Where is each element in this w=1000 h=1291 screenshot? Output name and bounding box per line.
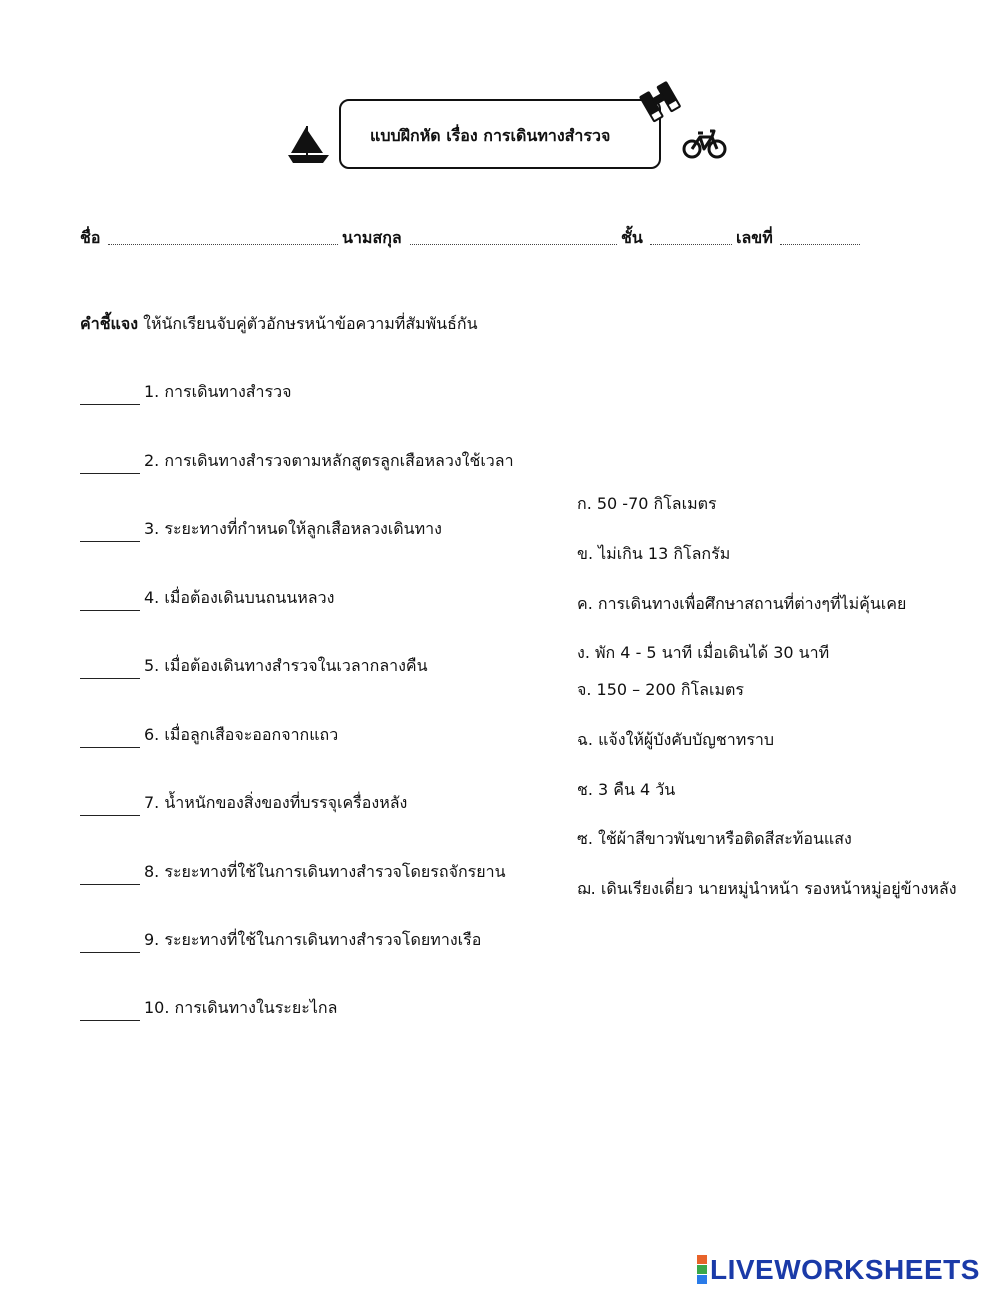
question-text: 8. ระยะทางที่ใช้ในการเดินทางสำรวจโดยรถจักรยาน <box>144 862 506 881</box>
option-item: ง. พัก 4 - 5 นาที เมื่อเดินได้ 30 นาที <box>577 643 830 662</box>
worksheet-title: แบบฝึกหัด เรื่อง การเดินทางสำรวจ <box>370 126 611 145</box>
question-text: 1. การเดินทางสำรวจ <box>144 382 292 401</box>
option-item: ซ. ใช้ผ้าสีขาวพันขาหรือติดสีสะท้อนแสง <box>577 829 852 848</box>
question-item <box>80 723 338 748</box>
surname-field[interactable] <box>410 244 617 245</box>
answer-blank-5[interactable] <box>80 658 140 679</box>
question-text: 5. เมื่อต้องเดินทางสำรวจในเวลากลางคืน <box>144 656 428 675</box>
question-item <box>80 586 334 611</box>
liveworksheets-logo <box>697 1254 980 1286</box>
option-item: ค. การเดินทางเพื่อศึกษาสถานที่ต่างๆที่ไม่คุ้นเคย <box>577 594 907 613</box>
instruction-text: ให้นักเรียนจับคู่ตัวอักษรหน้าข้อความที่สัมพันธ์กัน <box>138 314 478 333</box>
answer-blank-3[interactable] <box>80 521 140 542</box>
answer-blank-7[interactable] <box>80 795 140 816</box>
instruction <box>80 312 478 337</box>
question-text: 7. น้ำหนักของสิ่งของที่บรรจุเครื่องหลัง <box>144 793 408 812</box>
question-item <box>80 791 407 816</box>
answer-blank-6[interactable] <box>80 727 140 748</box>
number-field[interactable] <box>780 244 860 245</box>
question-item <box>80 996 337 1021</box>
question-item <box>80 928 481 953</box>
class-label: ชั้น <box>621 228 643 247</box>
bicycle-icon <box>682 127 728 161</box>
class-field[interactable] <box>650 244 732 245</box>
question-text: 9. ระยะทางที่ใช้ในการเดินทางสำรวจโดยทางเรือ <box>144 930 482 949</box>
answer-blank-10[interactable] <box>80 1000 140 1021</box>
surname-label: นามสกุล <box>342 228 402 247</box>
answer-blank-4[interactable] <box>80 590 140 611</box>
question-text: 4. เมื่อต้องเดินบนถนนหลวง <box>144 588 335 607</box>
option-item: ช. 3 คืน 4 วัน <box>577 780 676 799</box>
answer-blank-1[interactable] <box>80 384 140 405</box>
question-item <box>80 654 428 679</box>
name-label: ชื่อ <box>80 228 101 247</box>
question-item <box>80 860 506 885</box>
binoculars-icon <box>637 80 687 126</box>
question-item <box>80 380 291 405</box>
answer-blank-9[interactable] <box>80 932 140 953</box>
number-label: เลขที่ <box>736 228 773 247</box>
answer-blank-8[interactable] <box>80 864 140 885</box>
instruction-label: คำชี้แจง <box>80 314 139 333</box>
sailboat-icon <box>287 125 331 165</box>
question-item <box>80 517 442 542</box>
question-text: 10. การเดินทางในระยะไกล <box>144 998 338 1017</box>
option-item: ฌ. เดินเรียงเดี่ยว นายหมู่นำหน้า รองหน้าหมู่อยู่ข้างหลัง <box>577 879 957 898</box>
logo-blocks-icon <box>697 1255 707 1285</box>
question-text: 3. ระยะทางที่กำหนดให้ลูกเสือหลวงเดินทาง <box>144 519 442 538</box>
logo-text: LIVEWORKSHEETS <box>710 1254 980 1285</box>
answer-blank-2[interactable] <box>80 453 140 474</box>
option-item: ฉ. แจ้งให้ผู้บังคับบัญชาทราบ <box>577 730 775 749</box>
option-item: ก. 50 -70 กิโลเมตร <box>577 494 717 513</box>
question-text: 6. เมื่อลูกเสือจะออกจากแถว <box>144 725 339 744</box>
question-item <box>80 449 514 474</box>
option-item: ข. ไม่เกิน 13 กิโลกรัม <box>577 544 731 563</box>
option-item: จ. 150 – 200 กิโลเมตร <box>577 680 744 699</box>
name-field[interactable] <box>108 244 338 245</box>
question-text: 2. การเดินทางสำรวจตามหลักสูตรลูกเสือหลวงใช้เวลา <box>144 451 514 470</box>
